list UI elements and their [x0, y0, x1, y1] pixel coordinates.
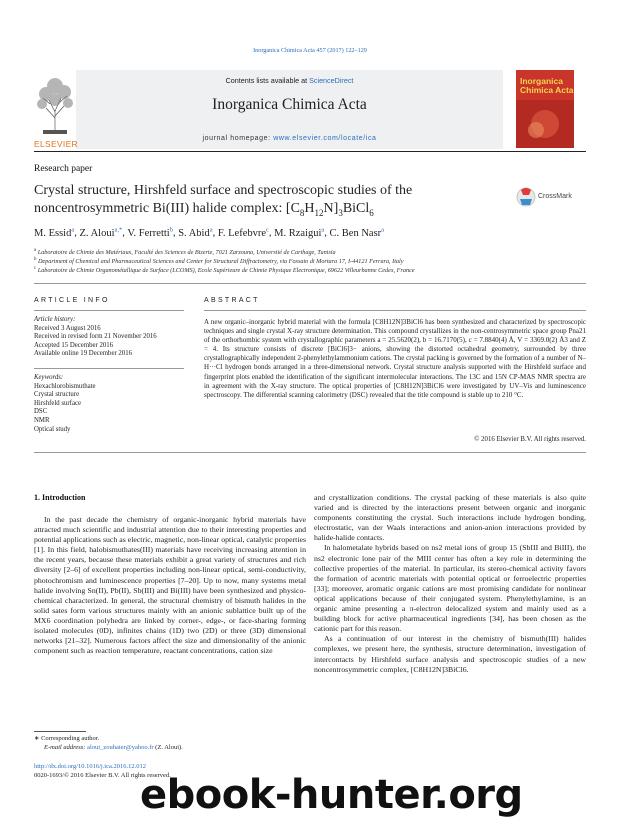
title-line1: Crystal structure, Hirshfeld surface and spectroscopic studies of the — [34, 183, 413, 198]
contents-prefix: Contents lists available at — [225, 76, 308, 85]
watermark-text: ebook-hunter.org — [140, 772, 523, 818]
paragraph: In halometalate hybrids based on ns2 metal ions of group 15 (SbIII and BiIII), the ns2 electronic lone pair of the MIII center has often a key role in determining the collective properties of the material. In particular, its stereo-chemical activity favors the formation of acentric materials with potential optical or ferroelectric properties [33]; moreover, aromatic organic cations are most promising candidate for nonlinear optical applications because of their conjugated system. Phenylethylamine, is an organic amine presenting a π-electron delocalized system and mainly used as a building block for active pharmaceutical ingredients [34], has been chosen as the cationic part for this reason. — [314, 543, 586, 634]
history-item: Received 3 August 2016 — [34, 324, 101, 332]
elsevier-tree-logo — [34, 70, 76, 149]
affiliation-b: $^b$ Department of Chemical and Pharmaceutical Sciences and Center for Structural Diffractometry, via Fossato di Mortara 17, I-44121 Ferrara, Italy — [34, 257, 404, 266]
elsevier-wordmark: ELSEVIER — [34, 139, 78, 149]
keyword: NMR — [34, 416, 50, 424]
body-left-column — [34, 515, 306, 656]
cover-art — [516, 100, 574, 148]
article-title — [34, 182, 494, 222]
history-item: Available online 19 December 2016 — [34, 350, 133, 358]
author[interactable]: M. Essid$^a$ — [34, 226, 75, 239]
author[interactable]: M. Rzaigui$^a$ — [274, 226, 325, 239]
email-link[interactable]: aloui_zouhaier@yahoo.fr — [87, 744, 154, 751]
keyword: Crystal structure — [34, 391, 80, 399]
keyword: Hirshfeld surface — [34, 399, 81, 407]
cover-title-line1: Inorganica — [520, 76, 563, 86]
issn-line: 0020-1693/© 2016 Elsevier B.V. All rights reserved. — [34, 771, 171, 779]
history-item: Accepted 15 December 2016 — [34, 341, 114, 349]
journal-homepage — [76, 135, 503, 142]
journal-title: Inorganica Chimica Acta — [212, 96, 367, 113]
keywords-list: Keywords: Hexachlorobismuthate Crystal structure Hirshfeld surface DSC NMR Optical study — [34, 374, 184, 434]
author[interactable]: F. Lefebvre$^c$ — [217, 226, 269, 239]
homepage-url[interactable]: www.elsevier.com/locate/ica — [273, 135, 377, 142]
affiliation-c: $^c$ Laboratoire de Chimie Organométallique de Surface (LCOMS), Ecole Supérieure de Chimie Physique Electronique, 69622 Villeurbanne Cedex, France — [34, 266, 415, 275]
copyright: © 2016 Elsevier B.V. All rights reserved. — [474, 436, 586, 443]
contents-available-line — [76, 76, 503, 85]
article-info-heading: ARTICLE INFO — [34, 297, 110, 304]
section-type: Research paper — [34, 164, 93, 174]
footnote-rule — [34, 731, 86, 732]
keyword: Hexachlorobismuthate — [34, 382, 96, 390]
cover-title-line2: Chimica Acta — [520, 85, 574, 95]
email-note: E-mail address: aloui_zouhaier@yahoo.fr (Z. Aloui). — [44, 744, 183, 751]
article-info-rule — [34, 310, 184, 311]
author[interactable]: S. Abid$^a$ — [178, 226, 213, 239]
affiliation-a: $^a$ Laboratoire de Chimie des Matériaux, Faculté des Sciences de Bizerte, 7021 Zarzouna, Université de Carthage, Tunisia — [34, 248, 336, 257]
author[interactable]: Z. Aloui$^{a,*}$ — [79, 226, 123, 239]
author[interactable]: C. Ben Nasr$^a$ — [329, 226, 385, 239]
crossmark-label[interactable]: CrossMark — [538, 193, 572, 200]
abstract-rule — [204, 310, 586, 311]
body-right-column — [314, 493, 586, 675]
abstract-bottom-rule — [34, 452, 586, 453]
paragraph: In the past decade the chemistry of organic-inorganic hybrid materials have attracted much scientific and industrial attention due to their interesting properties and potential applications such as electric, magnetic, non-linear optical, catalytic properties [1]. In this field, halobismuthates(III) materials have receiving increasing attention in the recent years, because these materials exhibit a great variety of structures and rich diversity [2–6] of excellent properties including non-linear optical, semi-conductivity, photochromism and luminescence properties [7–20]. Up to now, many systems metal halide involving Sn(II), Pb(II), Sb(III) and Bi(III) have been synthesized and physico-chemical characterized. In general, the structural chemistry of bismuth halides in the solid sates form various structures mainly with an anionic sublattice built up of the MX6 coordination polyhedra are linked by corner-, edge-, or face-sharing forming isolated molecules (0D), infinites chains (1D) two (2D) or three (3D) dimensional networks [21–32]. Numerous factors affect the size and dimensionality of the anionic component such as reaction temperature, reactant concentrations, cation size — [34, 515, 306, 656]
sciencedirect-link[interactable]: ScienceDirect — [309, 76, 354, 85]
article-history: Article history: Received 3 August 2016 Received in revised form 21 November 2016 Accepted 15 December 2016 Available online 19 December 2016 — [34, 316, 184, 359]
paragraph: As a continuation of our interest in the chemistry of bismuth(III) halides complexes, we present here, the synthesis, structure determination, investigation of intercontacts by Hirshfeld surface analysis and spectroscopic studies of a new noncentrosymmetric complex, [C8H12N]3BiCl6. — [314, 634, 586, 674]
crossmark-icon[interactable] — [516, 186, 536, 208]
keyword: Optical study — [34, 425, 71, 433]
author[interactable]: V. Ferretti$^b$ — [127, 226, 173, 239]
abstract-text: A new organic–inorganic hybrid material with the formula [C8H12N]3BiCl6 has been synthesized and characterized by spectroscopic techniques and single crystal X-ray structure determination. This compound crystallizes in the non-centrosymmetric space group Pna21 of the orthorhombic system with crystallographic parameters a = 25.5620(2), b = 16.7170(5), c = 7.8840(4) Å, V = 3369.0(2) Å3 and Z = 4. Its structure consists of discrete [BiCl6]3− anions, showing the distorted octahedral geometry, surrounded by three crystallographically independent 2-phenylethylammonium cations. The crystal packing is governed by the formation of a number of N–H···Cl hydrogen bonds arranged in a three-dimensional network. Crystal structure analysis supported with the Hirshfeld surface and fingerprint plots enabled the identification of the significant intermolecular interactions. The 13C and 15N CP-MAS NMR spectra are in agreement with the X-ray structure. The optical properties of [C8H12N]3BiCl6 were investigated by UV–Vis and luminescence spectroscopy. The differential scanning calorimetry (DSC) revealed that the title compound is stable up to 210 °C. — [204, 318, 586, 399]
affiliation-rule — [34, 283, 586, 284]
title-line2: noncentrosymmetric Bi(III) halide complex: $[C_8H_{12}N]_3BiCl_6$ — [34, 201, 374, 218]
corresponding-author-note: ∗ Corresponding author. — [34, 735, 100, 742]
paragraph: and crystallization conditions. The crystal packing of these materials is also quite varied and is directed by the interactions present between organic and inorganic components constituting the crystal. Such interactions include hydrogen bonding, electrostatic, van der Waals interactions and anion-anion interactions provided by halide-halide contacts. — [314, 493, 586, 543]
history-item: Received in revised form 21 November 2016 — [34, 333, 157, 341]
journal-reference[interactable]: Inorganica Chimica Acta 457 (2017) 122–129 — [253, 47, 367, 54]
section-heading-introduction: 1. Introduction — [34, 493, 86, 502]
header-rule — [34, 151, 586, 152]
journal-cover-image — [516, 70, 574, 148]
keyword: DSC — [34, 408, 48, 416]
homepage-prefix: journal homepage: — [202, 135, 274, 142]
doi-link[interactable]: http://dx.doi.org/10.1016/j.ica.2016.12.012 — [34, 763, 147, 770]
keywords-rule — [34, 368, 184, 369]
author-list: M. Essid$^a$, Z. Aloui$^{a,*}$, V. Ferretti$^b$, S. Abid$^a$, F. Lefebvre$^c$, M. Rzaigui$^a$, C. Ben Nasr$^a$ — [34, 226, 385, 239]
abstract-heading: ABSTRACT — [204, 297, 260, 304]
